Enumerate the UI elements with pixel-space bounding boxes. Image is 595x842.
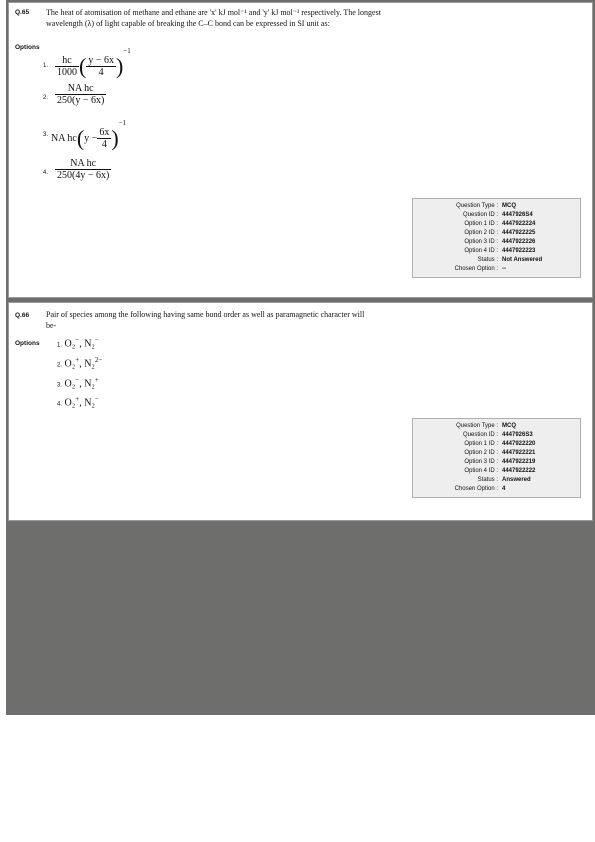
option-number: 4. xyxy=(43,170,49,176)
question-panel-65 xyxy=(8,2,593,298)
option-number: 3. xyxy=(43,132,49,138)
info-status: Status : Answered xyxy=(477,477,531,483)
question-panel-66 xyxy=(8,302,593,521)
info-option1-id: Option 1 ID : 4447922224 xyxy=(464,221,536,227)
option-1: 1. O₂−, N₂− xyxy=(57,336,99,350)
fraction: $\frac{\text{NA hc}}{250(4y - 6x)}$ xyxy=(57,158,110,181)
option-2: 2. O₂+, N₂$^{2-}$ xyxy=(57,356,103,370)
option-expression: NA hc(y − $\frac{6x}{4}$ )$^{-1}$ xyxy=(51,119,127,151)
question-number: Q.65 xyxy=(15,9,30,16)
info-option1-id: Option 1 ID : 4447922220 xyxy=(464,441,536,447)
question-text: The heat of atomisation of methane and ethane are 'x' kJ mol⁻¹ and 'y' kJ mol⁻¹ respectively. The longest wavelength (λ) of light capable of breaking the C–C bond can be expressed in SI unit as: xyxy=(46,8,381,28)
info-status: Status : Not Answered xyxy=(477,257,543,263)
info-option3-id: Option 3 ID : 4447922219 xyxy=(464,459,536,465)
info-option2-id: Option 2 ID : 4447922225 xyxy=(464,230,536,236)
question-number: Q.66 xyxy=(15,312,30,319)
info-question-id: Question ID : 4447926S3 xyxy=(462,432,533,438)
info-question-type: Question Type : MCQ xyxy=(456,423,516,429)
fraction: $\frac{\text{NA hc}}{250(y - 6x)}$ xyxy=(57,83,105,106)
option-3: 3. O₂−, N₂+ xyxy=(57,376,99,390)
option-expression: $\frac{hc}{1000}$ ( $\frac{y - 6x}{4}$ )$^{-1}$ xyxy=(57,47,131,79)
fraction: $\frac{y - 6x}{4}$ xyxy=(88,55,114,79)
fraction: $\frac{6x}{4}$ xyxy=(99,127,110,151)
options-label: Options xyxy=(15,340,40,347)
info-option4-id: Option 4 ID : 4447922223 xyxy=(464,248,536,254)
option-4: 4. O₂+, N₂− xyxy=(57,395,99,409)
question-info-box xyxy=(412,198,581,278)
fraction: $\frac{hc}{1000}$ xyxy=(57,55,77,79)
option-number: 1. xyxy=(43,63,49,69)
info-option4-id: Option 4 ID : 4447922222 xyxy=(464,468,536,474)
option-expression xyxy=(55,158,111,181)
info-chosen-option: Chosen Option : -- xyxy=(454,266,506,272)
question-info-box xyxy=(412,418,581,498)
option-number: 2. xyxy=(43,95,49,101)
options-label: Options xyxy=(15,44,40,51)
info-option2-id: Option 2 ID : 4447922221 xyxy=(464,450,536,456)
info-question-type: Question Type : MCQ xyxy=(456,203,516,209)
info-option3-id: Option 3 ID : 4447922226 xyxy=(464,239,536,245)
option-expression xyxy=(55,83,106,106)
info-question-id: Question ID : 4447926S4 xyxy=(462,212,533,218)
question-text: Pair of species among the following having same bond order as well as paramagnetic character will be- xyxy=(46,310,365,330)
info-chosen-option: Chosen Option : 4 xyxy=(454,486,506,492)
